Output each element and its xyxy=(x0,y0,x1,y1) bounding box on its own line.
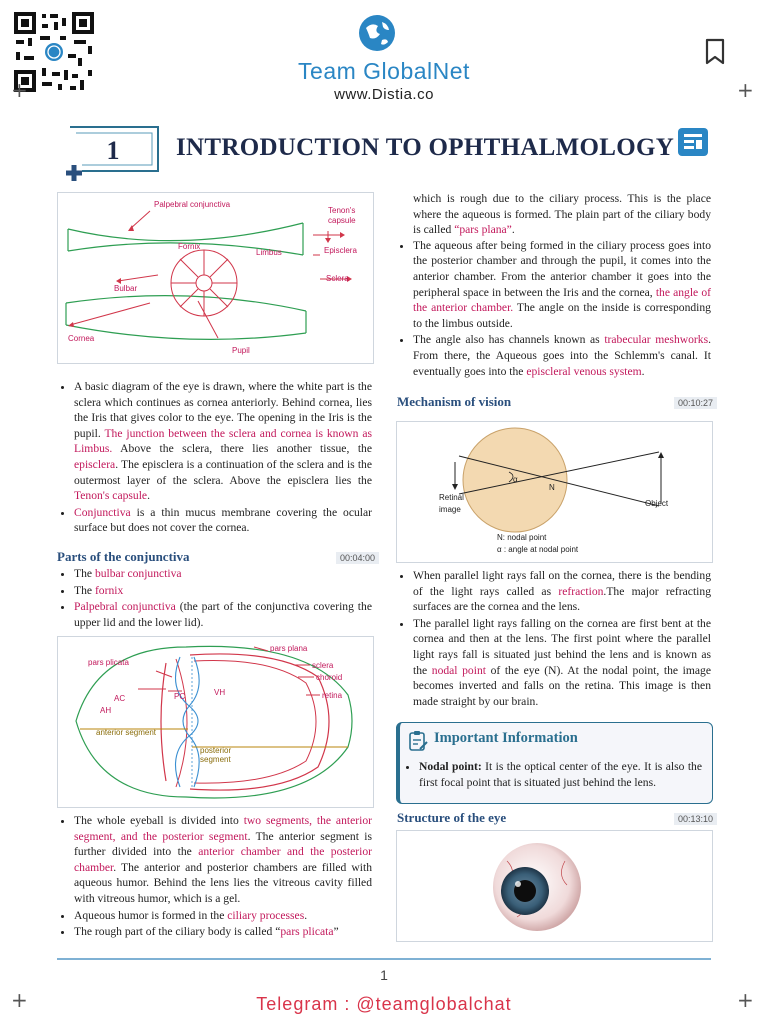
paragraph-angle-channels: • The angle also has channels known as trabecular meshworks. From there, the Aqueous goes into the Schlemm's canal. It eventually goes into the episcleral venous system. xyxy=(413,332,711,379)
left-column-top xyxy=(57,379,372,537)
important-info-title: Important Information xyxy=(434,730,578,746)
label-sclera: Sclera xyxy=(326,274,349,283)
heading-mechanism-of-vision: Mechanism of vision xyxy=(397,394,512,409)
eyeball-image[interactable] xyxy=(396,830,713,942)
legend-angle: α : angle at nodal point xyxy=(497,545,579,554)
list-item: • Nodal point: It is the optical center of the eye. It is also the first focal point that is situated just behind the lens. xyxy=(419,759,702,790)
document-icon[interactable] xyxy=(677,127,709,157)
legend-nodal-point: N: nodal point xyxy=(497,533,547,542)
parts-list xyxy=(57,566,372,631)
label-pars-plana: pars plana xyxy=(270,644,308,653)
crop-mark-icon: + xyxy=(11,988,28,1012)
eyeball-segments-diagram xyxy=(57,636,374,808)
label-tenons-1: Tenon's xyxy=(328,206,356,215)
label-sclera: sclera xyxy=(312,661,334,670)
crop-mark-icon: + xyxy=(737,78,754,102)
label-posterior-2: segment xyxy=(200,755,231,764)
label-nodal-n: N xyxy=(549,483,555,492)
paragraph-pars-plana: which is rough due to the ciliary process. This is the place where the aqueous is formed. The plain part of the ciliary body is called “pars plana”. xyxy=(413,192,711,237)
paragraph-aqueous-humor: • Aqueous humor is formed in the ciliary processes. xyxy=(74,908,372,924)
footer-divider xyxy=(57,958,711,960)
label-cornea: Cornea xyxy=(68,334,95,343)
paragraph-refraction: • When parallel light rays fall on the cornea, there is the bending of the light rays called as refraction.The major refracting surfaces are the cornea and the lens. xyxy=(413,568,711,615)
heading-parts-of-conjunctiva: Parts of the conjunctiva xyxy=(57,549,190,564)
label-pars-plicata: pars plicata xyxy=(88,658,129,667)
label-retinal: Retinal xyxy=(439,493,464,502)
crop-mark-icon: + xyxy=(11,78,28,102)
label-pc: PC xyxy=(174,692,186,701)
label-ah: AH xyxy=(100,706,112,715)
label-pupil: Pupil xyxy=(232,346,250,355)
label-anterior-segment: anterior segment xyxy=(96,728,157,737)
label-object: Object xyxy=(645,499,669,508)
brand-url[interactable]: www.Distia.co xyxy=(334,86,434,103)
timestamp-badge[interactable]: 00:10:27 xyxy=(674,397,717,409)
label-retina: retina xyxy=(322,691,343,700)
label-ac: AC xyxy=(114,694,126,703)
label-episclera: Episclera xyxy=(324,246,357,255)
label-image: image xyxy=(439,505,461,514)
left-column-bottom xyxy=(57,813,372,941)
heading-structure-of-eye: Structure of the eye xyxy=(397,810,507,825)
page-number: 1 xyxy=(380,967,388,983)
label-bulbar: Bulbar xyxy=(114,284,138,293)
important-info-body xyxy=(402,759,702,791)
chapter-number: 1 xyxy=(106,136,120,165)
globe-logo-icon xyxy=(358,14,396,52)
paragraph-ciliary-body: • The rough part of the ciliary body is called “pars plicata” xyxy=(74,924,372,940)
label-tenons-2: capsule xyxy=(328,216,356,225)
right-column-top xyxy=(396,191,711,380)
label-choroid: choroid xyxy=(316,673,343,682)
label-posterior-1: posterior xyxy=(200,746,232,755)
clipboard-icon xyxy=(406,729,430,753)
chapter-title: INTRODUCTION TO OPHTHALMOLOGY xyxy=(176,134,675,161)
important-info-box xyxy=(396,722,713,804)
label-limbus: Limbus xyxy=(256,248,282,257)
list-item: • The fornix xyxy=(74,583,372,599)
crop-mark-icon: + xyxy=(737,988,754,1012)
label-alpha: α xyxy=(513,475,518,484)
list-item: • The bulbar conjunctiva xyxy=(74,566,372,582)
timestamp-badge[interactable]: 00:04:00 xyxy=(336,552,379,564)
paragraph-conjunctiva: • Conjunctiva is a thin mucus membrane covering the ocular surface but does not cover the cornea. xyxy=(74,505,372,536)
paragraph-aqueous-flow: • The aqueous after being formed in the ciliary process goes into the posterior chamber and through the pupil, it comes into the anterior chamber. From the anterior chamber it goes into the peripheral space in between the Iris and the cornea, the angle of the anterior chamber. The angle on the inside is corresponding to the limbus outside. xyxy=(413,238,711,332)
conjunctiva-diagram xyxy=(57,192,374,364)
label-vh: VH xyxy=(214,688,226,697)
brand-name: Team GlobalNet xyxy=(298,58,470,84)
paragraph-nodal-point: • The parallel light rays falling on the cornea are first bent at the cornea and then at the lens. The first point where the parallel light rays fall is situated just behind the lens and is known as the nodal point of the eye (N). At the nodal point, the image becomes inverted and falls on the retina. This image is then made straight by our brain. xyxy=(413,616,711,710)
right-column-middle xyxy=(396,568,711,710)
nodal-point-diagram xyxy=(396,421,713,563)
label-fornix: Fornix xyxy=(178,242,201,251)
paragraph-eyeball-segments: • The whole eyeball is divided into two segments, the anterior segment, and the posterior segment. The anterior segment is further divided into the anterior chamber and the posterior chamber. The anterior and posterior chambers are filled with aqueous humor. Behind the lens lies the vitreous cavity filled with vitreous humor, which is a gel. xyxy=(74,813,372,907)
label-palpebral-conjunctiva: Palpebral conjunctiva xyxy=(154,200,231,209)
paragraph-eye-diagram: • A basic diagram of the eye is drawn, where the white part is the sclera which continues as cornea anteriorly. Behind cornea, lies the Iris that gives color to the eye. The opening in the Iris is the pupil. The junction between the sclera and cornea is known as Limbus. Above the sclera, there lies another tissue, the episclera. The episclera is a continuation of the sclera and is the outermost layer of the sclera. Above the episclera lies the Tenon's capsule. xyxy=(74,379,372,504)
bookmark-icon[interactable] xyxy=(704,38,726,66)
telegram-link[interactable]: Telegram : @teamglobalchat xyxy=(256,994,512,1014)
timestamp-badge[interactable]: 00:13:10 xyxy=(674,813,717,825)
list-item: • Palpebral conjunctiva (the part of the conjunctiva covering the upper lid and the lower lid). xyxy=(74,599,372,630)
